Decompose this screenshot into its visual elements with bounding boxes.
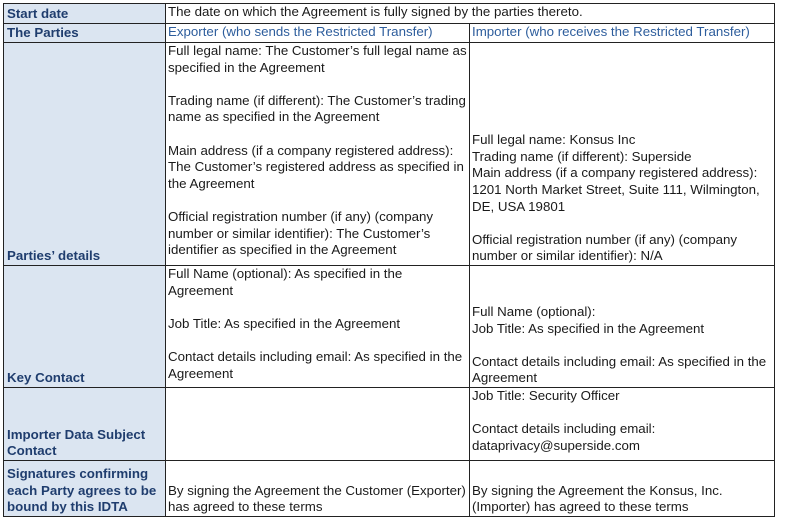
exporter-details [166,43,470,266]
exporter-contact-job-title: Job Title: As specified in the Agreement [168,315,401,331]
exporter-registration: Official registration number (if any) (company number or similar identifier): The Customer’s identifier as specified in the Agreement [168,208,434,258]
parties-label: The Parties [4,24,166,43]
importer-dsc-job-title: Job Title: Security Officer [472,388,620,403]
parties-details-row [4,43,775,266]
exporter-main-address: Main address (if a company registered address): The Customer’s registered address as specified in the Agreement [168,142,464,191]
importer-contact-job-title: Job Title: As specified in the Agreement [472,320,705,336]
parties-row [4,24,775,43]
key-contact-label: Key Contact [4,266,166,388]
data-subject-contact-row [4,388,775,461]
importer-registration: Official registration number (if any) (company number or similar identifier): N/A [472,231,738,264]
importer-contact-full-name: Full Name (optional): [472,304,596,320]
importer-data-subject-contact [470,388,775,461]
importer-main-address: Main address (if a company registered address): 1201 North Market Street, Suite 111, Wilmington, DE, USA 19801 [472,165,760,214]
importer-key-contact [470,266,775,388]
exporter-contact-details: Contact details including email: As specified in the Agreement [168,348,463,381]
signatures-row [4,461,775,517]
exporter-trading-name: Trading name (if different): The Customer’s trading name as specified in the Agreement [168,92,466,125]
exporter-header: Exporter (who sends the Restricted Transfer) [166,24,470,43]
importer-signature: By signing the Agreement the Konsus, Inc. (Importer) has agreed to these terms [470,461,775,517]
importer-legal-name: Full legal name: Konsus Inc [472,132,636,148]
importer-contact-details: Contact details including email: As specified in the Agreement [472,353,767,386]
exporter-signature: By signing the Agreement the Customer (Exporter) has agreed to these terms [166,461,470,517]
start-date-row [4,4,775,24]
exporter-data-subject-contact [166,388,470,461]
importer-header: Importer (who receives the Restricted Transfer) [470,24,775,43]
idta-parties-table [3,3,775,517]
signatures-label: Signatures confirming each Party agrees to be bound by this IDTA [4,461,166,517]
importer-dsc-contact-label: Contact details including email: [472,421,656,437]
exporter-contact-full-name: Full Name (optional): As specified in the Agreement [168,266,403,298]
exporter-legal-name: Full legal name: The Customer’s full legal name as specified in the Agreement [168,43,467,75]
start-date-label: Start date [4,4,166,24]
key-contact-row [4,266,775,388]
exporter-key-contact [166,266,470,388]
importer-dsc-email: dataprivacy@superside.com [472,437,640,453]
importer-trading-name: Trading name (if different): Superside [472,148,692,164]
importer-details [470,43,775,266]
data-subject-contact-label: Importer Data Subject Contact [4,388,166,461]
parties-details-label: Parties’ details [4,43,166,266]
start-date-value: The date on which the Agreement is fully signed by the parties thereto. [166,4,775,24]
